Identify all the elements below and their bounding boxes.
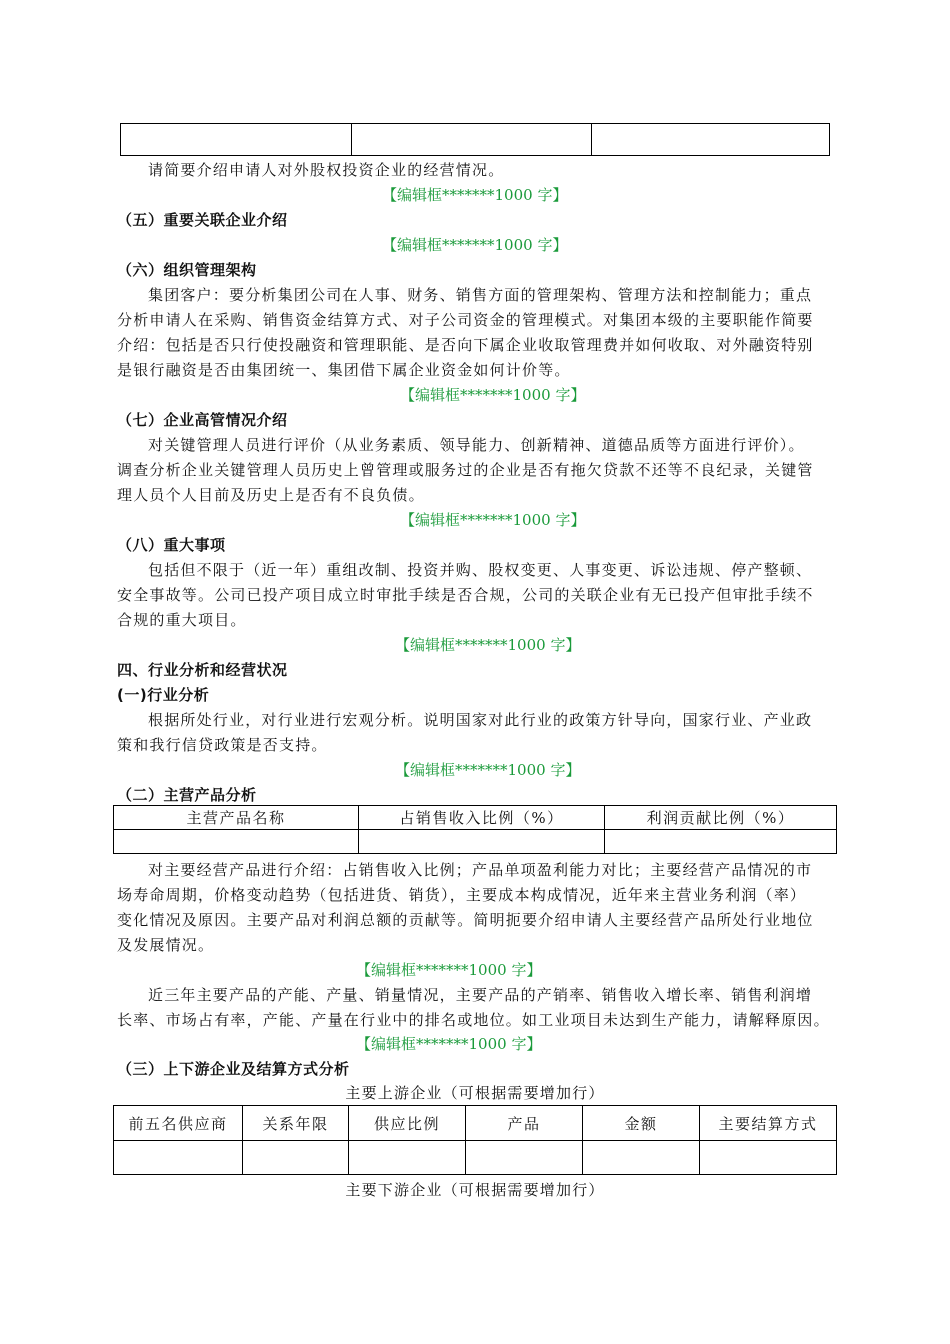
paragraph-line: 变化情况及原因。主要产品对利润总额的贡献等。简明扼要介绍申请人主要经营产品所处行业地位 xyxy=(117,911,814,929)
table-header-cell: 产品 xyxy=(466,1106,583,1141)
paragraph-line: 场寿命周期，价格变动趋势（包括进货、销货），主要成本构成情况，近年来主营业务利润（率） xyxy=(117,886,807,904)
edit-box[interactable]: 【编辑框*******1000 字】 xyxy=(382,186,568,204)
paragraph-line: 长率、市场占有率，产能、产量在行业中的排名或地位。如工业项目未达到生产能力，请解释原因。 xyxy=(117,1011,830,1029)
table-row xyxy=(114,830,837,854)
edit-box[interactable]: 【编辑框*******1000 字】 xyxy=(400,386,586,404)
paragraph-line: 包括但不限于（近一年）重组改制、投资并购、股权变更、人事变更、诉讼违规、停产整顿、 xyxy=(148,561,813,579)
table-cell[interactable] xyxy=(583,1141,700,1175)
table-header-row xyxy=(114,1106,837,1141)
heading-major-events: （八）重大事项 xyxy=(117,536,226,554)
paragraph-line: 分析申请人在采购、销售资金结算方式、对子公司资金的管理模式。对集团本级的主要职能作简要 xyxy=(117,311,814,329)
table-header-row xyxy=(114,806,837,830)
paragraph-line: 合规的重大项目。 xyxy=(117,611,247,629)
table-cell[interactable] xyxy=(114,1141,243,1175)
edit-box[interactable]: 【编辑框*******1000 字】 xyxy=(400,511,586,529)
paragraph-line: 策和我行信贷政策是否支持。 xyxy=(117,736,328,754)
table-cell[interactable] xyxy=(466,1141,583,1175)
table-cell[interactable] xyxy=(359,830,605,854)
top-table xyxy=(120,123,830,156)
equity-paragraph: 请简要介绍申请人对外股权投资企业的经营情况。 xyxy=(148,161,505,179)
upstream-caption: 主要上游企业（可根据需要增加行） xyxy=(345,1084,605,1102)
table-cell[interactable] xyxy=(592,124,830,156)
heading-supply-chain: （三）上下游企业及结算方式分析 xyxy=(117,1060,350,1078)
edit-box[interactable]: 【编辑框*******1000 字】 xyxy=(395,636,581,654)
downstream-caption: 主要下游企业（可根据需要增加行） xyxy=(345,1181,605,1199)
table-cell[interactable] xyxy=(700,1141,837,1175)
table-header-cell: 金额 xyxy=(583,1106,700,1141)
heading-industry-analysis: (一)行业分析 xyxy=(117,686,210,704)
table-header-cell: 利润贡献比例（%） xyxy=(605,806,837,830)
table-cell[interactable] xyxy=(114,830,359,854)
table-cell[interactable] xyxy=(349,1141,466,1175)
paragraph-line: 对主要经营产品进行介绍：占销售收入比例；产品单项盈利能力对比；主要经营产品情况的市 xyxy=(148,861,813,879)
paragraph-line: 及发展情况。 xyxy=(117,936,215,954)
paragraph-line: 介绍：包括是否只行使投融资和管理职能、是否向下属企业收取管理费并如何收取、对外融资特别 xyxy=(117,336,814,354)
upstream-table xyxy=(113,1105,837,1175)
table-cell[interactable] xyxy=(352,124,592,156)
edit-box[interactable]: 【编辑框*******1000 字】 xyxy=(395,761,581,779)
paragraph-line: 对关键管理人员进行评价（从业务素质、领导能力、创新精神、道德品质等方面进行评价）。 xyxy=(148,436,805,454)
heading-section-4: 四、行业分析和经营状况 xyxy=(117,661,288,679)
heading-org-structure: （六）组织管理架构 xyxy=(117,261,257,279)
heading-executives: （七）企业高管情况介绍 xyxy=(117,411,288,429)
table-header-cell: 关系年限 xyxy=(243,1106,349,1141)
edit-box[interactable]: 【编辑框*******1000 字】 xyxy=(356,961,542,979)
paragraph-line: 是银行融资是否由集团统一、集团借下属企业资金如何计价等。 xyxy=(117,361,571,379)
table-row xyxy=(114,1141,837,1175)
paragraph-line: 根据所处行业，对行业进行宏观分析。说明国家对此行业的政策方针导向，国家行业、产业政 xyxy=(148,711,813,729)
edit-box[interactable]: 【编辑框*******1000 字】 xyxy=(356,1035,542,1053)
product-table xyxy=(113,805,837,854)
table-cell[interactable] xyxy=(121,124,352,156)
edit-box[interactable]: 【编辑框*******1000 字】 xyxy=(382,236,568,254)
paragraph-line: 安全事故等。公司已投产项目成立时审批手续是否合规，公司的关联企业有无已投产但审批手续不 xyxy=(117,586,814,604)
table-header-cell: 占销售收入比例（%） xyxy=(359,806,605,830)
table-header-cell: 前五名供应商 xyxy=(114,1106,243,1141)
table-cell[interactable] xyxy=(605,830,837,854)
table-header-cell: 主要结算方式 xyxy=(700,1106,837,1141)
paragraph-line: 调查分析企业关键管理人员历史上曾管理或服务过的企业是否有拖欠贷款不还等不良纪录，关键管 xyxy=(117,461,814,479)
heading-main-products: （二）主营产品分析 xyxy=(117,786,257,804)
table-header-cell: 主营产品名称 xyxy=(114,806,359,830)
table-header-cell: 供应比例 xyxy=(349,1106,466,1141)
heading-related-enterprises: （五）重要关联企业介绍 xyxy=(117,211,288,229)
paragraph-line: 近三年主要产品的产能、产量、销量情况，主要产品的产销率、销售收入增长率、销售利润增 xyxy=(148,986,813,1004)
table-cell[interactable] xyxy=(243,1141,349,1175)
paragraph-line: 集团客户：要分析集团公司在人事、财务、销售方面的管理架构、管理方法和控制能力；重点 xyxy=(148,286,813,304)
paragraph-line: 理人员个人目前及历史上是否有不良负债。 xyxy=(117,486,425,504)
